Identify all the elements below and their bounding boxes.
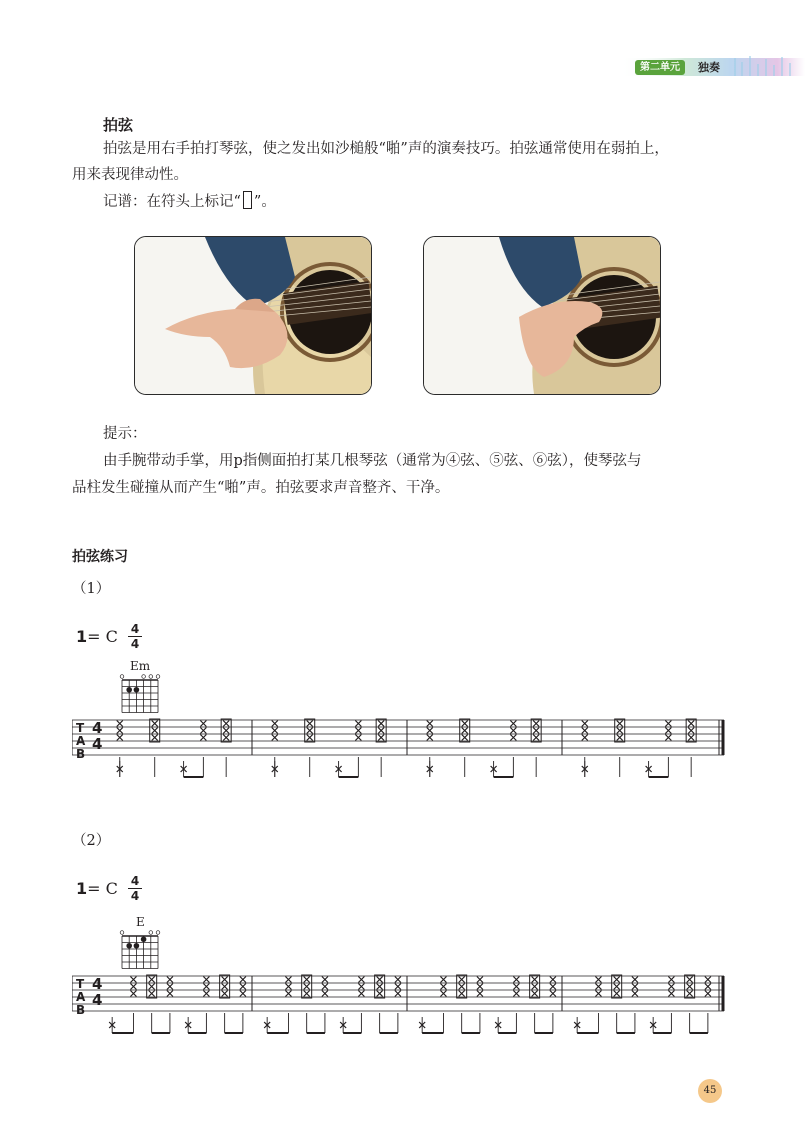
chord-note-x <box>304 977 310 983</box>
chord-note-x <box>510 735 516 741</box>
chord-note-x <box>152 721 158 727</box>
chord-note-x <box>272 728 278 734</box>
topic-paragraph-line1: 拍弦是用右手拍打琴弦，使之发出如沙槌般“啪”声的演奏技巧。拍弦通常使用在弱拍上， <box>103 141 669 157</box>
chord-note-x <box>377 991 383 997</box>
chord-note-x <box>687 984 693 990</box>
chord-note-x <box>307 735 313 741</box>
chord-note-x <box>307 728 313 734</box>
chord-note-x <box>200 721 206 727</box>
chord-note-x <box>532 984 538 990</box>
chord-note-x <box>533 735 539 741</box>
tab-time-denominator: 4 <box>92 991 103 1009</box>
chord-note-x <box>533 728 539 734</box>
chord-note-x <box>462 728 468 734</box>
exercise-1-time-signature <box>128 623 142 650</box>
chord-note-x <box>533 721 539 727</box>
chord-note-x <box>322 991 328 997</box>
chord-note-x <box>687 977 693 983</box>
chord-note-x <box>582 728 588 734</box>
tab-letter-a: A <box>76 734 86 748</box>
chord-note-x <box>665 735 671 741</box>
chord-note-x <box>358 991 364 997</box>
photo-hand-striking <box>423 236 661 395</box>
diagram-open-string <box>156 931 160 935</box>
chord-note-x <box>377 984 383 990</box>
notation-line <box>103 189 276 215</box>
notation-suffix: ”。 <box>253 194 276 210</box>
chord-note-x <box>632 977 638 983</box>
chord-note-x <box>377 977 383 983</box>
diagram-open-string <box>120 931 124 935</box>
exercise-2-time-signature <box>128 875 142 902</box>
diagram-finger-dot <box>134 687 140 693</box>
chord-note-x <box>440 984 446 990</box>
photo-hand-striking-illustration <box>424 237 660 394</box>
tab-time-numerator: 4 <box>92 719 103 737</box>
diagram-finger-dot <box>126 943 132 949</box>
diagram-finger-dot <box>126 687 132 693</box>
chord-note-x <box>358 984 364 990</box>
chord-note-x <box>223 728 229 734</box>
photo-hand-raised-illustration <box>135 237 371 394</box>
chord-note-x <box>130 991 136 997</box>
chord-note-x <box>152 728 158 734</box>
time-numerator: 4 <box>130 874 140 888</box>
chord-note-x <box>304 984 310 990</box>
time-denominator: 4 <box>130 889 140 903</box>
chord-note-x <box>705 984 711 990</box>
chord-note-x <box>203 991 209 997</box>
chord-note-x <box>632 984 638 990</box>
chord-note-x <box>595 977 601 983</box>
key-name: = C <box>87 627 118 646</box>
chord-note-x <box>532 991 538 997</box>
chord-note-x <box>688 721 694 727</box>
chord-note-x <box>665 721 671 727</box>
chord-note-x <box>395 984 401 990</box>
diagram-open-string <box>156 675 160 679</box>
chord-note-x <box>285 991 291 997</box>
diagram-open-string <box>120 675 124 679</box>
chord-note-x <box>222 977 228 983</box>
chord-note-x <box>355 735 361 741</box>
chord-note-x <box>668 991 674 997</box>
chord-note-x <box>668 977 674 983</box>
chord-note-x <box>688 735 694 741</box>
tab-letter-t: T <box>76 977 85 991</box>
tip-line2: 品柱发生碰撞从而产生“啪”声。拍弦要求声音整齐、干净。 <box>72 480 450 496</box>
chord-note-x <box>149 977 155 983</box>
chord-note-x <box>272 721 278 727</box>
chord-note-x <box>459 991 465 997</box>
tab-letter-b: B <box>76 747 86 761</box>
chord-note-x <box>513 977 519 983</box>
chord-note-x <box>152 735 158 741</box>
chord-note-x <box>427 721 433 727</box>
chord-note-x <box>617 728 623 734</box>
chord-note-x <box>307 721 313 727</box>
chord-note-x <box>705 977 711 983</box>
chord-note-x <box>355 728 361 734</box>
tab-letter-a: A <box>76 990 86 1004</box>
chord-note-x <box>149 991 155 997</box>
chord-note-x <box>705 991 711 997</box>
exercise-1-chord-name: Em <box>130 659 151 673</box>
chord-note-x <box>117 728 123 734</box>
practice-title: 拍弦练习 <box>72 549 128 565</box>
chord-note-x <box>395 991 401 997</box>
chord-note-x <box>149 984 155 990</box>
chord-note-x <box>459 977 465 983</box>
diagram-finger-dot <box>134 943 140 949</box>
chord-note-x <box>477 984 483 990</box>
exercise-2-chord-name: E <box>136 915 145 929</box>
chord-note-x <box>304 991 310 997</box>
chord-note-x <box>614 991 620 997</box>
topic-paragraph-line2: 用来表现律动性。 <box>72 167 188 183</box>
chord-note-x <box>427 728 433 734</box>
chord-note-x <box>614 984 620 990</box>
tab-time-denominator: 4 <box>92 735 103 753</box>
chord-note-x <box>532 977 538 983</box>
chord-note-x <box>223 721 229 727</box>
chord-note-x <box>617 721 623 727</box>
chord-note-x <box>550 991 556 997</box>
key-name: = C <box>87 879 118 898</box>
chord-note-x <box>395 977 401 983</box>
chord-note-x <box>240 991 246 997</box>
chord-note-x <box>167 991 173 997</box>
chord-note-x <box>510 728 516 734</box>
chord-note-x <box>130 977 136 983</box>
chord-note-x <box>272 735 278 741</box>
chord-note-x <box>240 977 246 983</box>
chord-note-x <box>355 721 361 727</box>
chord-note-x <box>550 984 556 990</box>
chord-note-x <box>462 721 468 727</box>
chord-note-x <box>477 977 483 983</box>
chord-note-x <box>223 735 229 741</box>
key-degree: 1 <box>76 627 88 646</box>
topic-title: 拍弦 <box>103 116 134 134</box>
tab-letter-t: T <box>76 721 85 735</box>
chord-note-x <box>668 984 674 990</box>
exercise-1-number: （1） <box>72 581 111 597</box>
section-name: 独奏 <box>698 61 720 74</box>
chord-note-x <box>203 977 209 983</box>
tip-label: 提示： <box>103 426 147 442</box>
chord-note-x <box>513 984 519 990</box>
chord-note-x <box>130 984 136 990</box>
notation-box-symbol <box>243 191 252 209</box>
tip-line1: 由手腕带动手掌，用p指侧面拍打某几根琴弦（通常为④弦、⑤弦、⑥弦），使琴弦与 <box>103 453 642 469</box>
chord-note-x <box>459 984 465 990</box>
chord-note-x <box>440 991 446 997</box>
tab-letter-b: B <box>76 1003 86 1017</box>
chord-note-x <box>440 977 446 983</box>
chord-note-x <box>358 977 364 983</box>
time-numerator: 4 <box>130 622 140 636</box>
exercise-1-tab-staff <box>72 712 732 782</box>
chord-note-x <box>427 735 433 741</box>
chord-note-x <box>285 984 291 990</box>
chord-note-x <box>378 721 384 727</box>
chord-note-x <box>378 735 384 741</box>
notation-prefix: 记谱：在符头上标记“ <box>103 194 241 210</box>
tab-time-numerator: 4 <box>92 975 103 993</box>
chord-note-x <box>665 728 671 734</box>
chord-note-x <box>550 977 556 983</box>
chord-note-x <box>378 728 384 734</box>
exercise-2-chord-diagram <box>118 930 164 970</box>
exercise-2-key <box>76 879 118 898</box>
diagram-open-string <box>142 675 146 679</box>
chord-note-x <box>687 991 693 997</box>
diagram-open-string <box>149 675 153 679</box>
page-number: 45 <box>698 1079 722 1103</box>
chord-note-x <box>117 721 123 727</box>
chord-note-x <box>222 991 228 997</box>
chord-note-x <box>200 735 206 741</box>
time-denominator: 4 <box>130 637 140 651</box>
chord-note-x <box>614 977 620 983</box>
chord-note-x <box>595 991 601 997</box>
key-degree: 1 <box>76 879 88 898</box>
chord-note-x <box>688 728 694 734</box>
chord-note-x <box>477 991 483 997</box>
chord-note-x <box>595 984 601 990</box>
exercise-2-tab-staff <box>72 968 732 1038</box>
chord-note-x <box>167 977 173 983</box>
exercise-2-number: （2） <box>72 833 111 849</box>
chord-note-x <box>167 984 173 990</box>
unit-tag: 第二单元 <box>635 60 685 75</box>
chord-note-x <box>117 735 123 741</box>
chord-note-x <box>582 721 588 727</box>
diagram-open-string <box>149 931 153 935</box>
chord-note-x <box>617 735 623 741</box>
photo-hand-raised <box>134 236 372 395</box>
exercise-1-key <box>76 627 118 646</box>
chord-note-x <box>510 721 516 727</box>
chord-note-x <box>322 977 328 983</box>
diagram-finger-dot <box>141 936 147 942</box>
chord-note-x <box>240 984 246 990</box>
chord-note-x <box>582 735 588 741</box>
chord-note-x <box>322 984 328 990</box>
exercise-1-chord-diagram <box>118 674 164 714</box>
chord-note-x <box>462 735 468 741</box>
chord-note-x <box>632 991 638 997</box>
chord-note-x <box>222 984 228 990</box>
chord-note-x <box>285 977 291 983</box>
chord-note-x <box>203 984 209 990</box>
chord-note-x <box>200 728 206 734</box>
chord-note-x <box>513 991 519 997</box>
